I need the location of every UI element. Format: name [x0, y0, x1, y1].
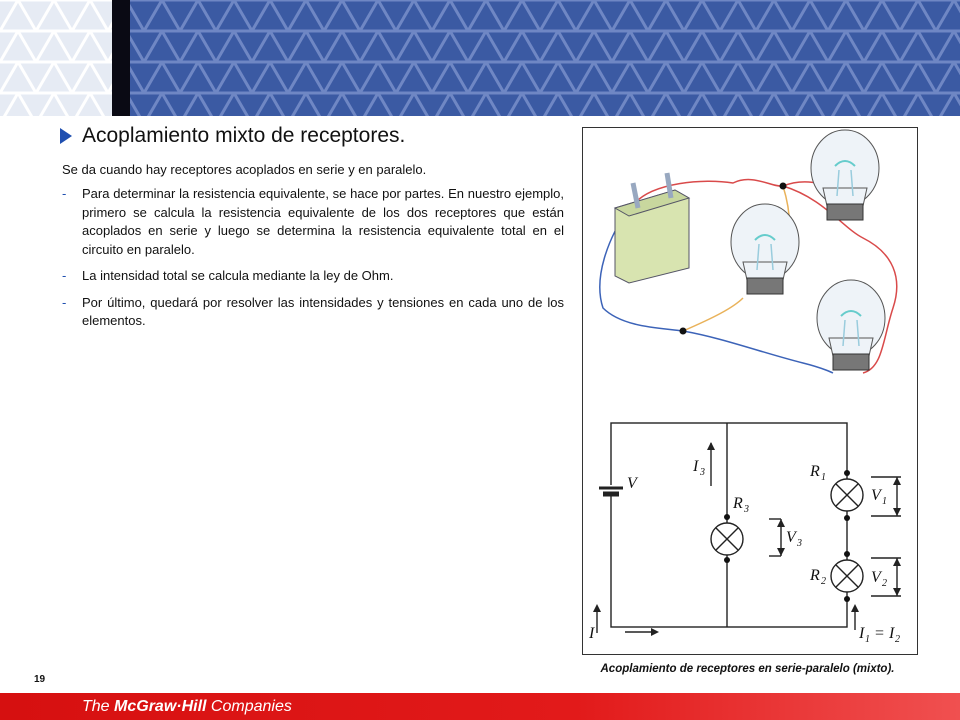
figure-caption: Acoplamiento de receptores en serie-paralelo (mixto).: [600, 663, 895, 675]
label-r3: R: [733, 495, 743, 512]
lightbulb-image: [811, 130, 879, 220]
label-r3-sub: 3: [744, 504, 749, 515]
footer-bar: [0, 693, 960, 720]
label-v2: V: [871, 569, 881, 586]
label-v1-sub: 1: [882, 496, 887, 507]
label-i2: I: [889, 625, 895, 642]
play-arrow-icon: [60, 128, 72, 144]
page-number: 19: [34, 674, 46, 685]
banner-divider: [112, 0, 130, 116]
title-row: [60, 121, 405, 151]
label-i1-sub: 1: [865, 634, 870, 645]
bullet-dash: -: [62, 294, 67, 310]
bullet-text: Para determinar la resistencia equivalente, se hace por partes. En nuestro ejemplo, primero se calcula la resistencia equivalente de los dos receptores que están acoplados en serie y luego se determina la resistencia equivalente total en el circuito en paralelo.: [82, 186, 564, 257]
label-r2: R: [810, 567, 820, 584]
label-i3-sub: 3: [700, 467, 705, 478]
bullet-text: Por último, quedará por resolver las intensidades y tensiones en cada uno de los elementos.: [82, 294, 564, 328]
circuit-illustration: [583, 128, 917, 654]
bullet-dash: -: [62, 268, 67, 283]
lightbulb-image: [731, 204, 799, 294]
circuit-figure: [582, 127, 918, 655]
header-banner: [0, 0, 960, 116]
label-r1-sub: 1: [821, 472, 826, 483]
brand-rest: Companies: [206, 698, 292, 715]
bullet-text: La intensidad total se calcula mediante la ley de Ohm.: [82, 268, 394, 283]
list-item: [62, 294, 564, 331]
brand-logo: [82, 698, 292, 716]
arrowheads: [593, 442, 901, 636]
intro-text: Se da cuando hay receptores acoplados en serie y en paralelo.: [62, 162, 427, 177]
circuit-schematic: [597, 423, 901, 633]
bullet-dash: -: [62, 186, 67, 201]
label-r2-sub: 2: [821, 576, 826, 587]
brand-the: The: [82, 698, 115, 715]
label-v1: V: [871, 487, 881, 504]
label-v3: V: [786, 529, 796, 546]
page-title: Acoplamiento mixto de receptores.: [82, 124, 406, 147]
brand-name: McGraw·Hill: [114, 698, 207, 715]
list-item: [62, 185, 564, 259]
banner-pattern: [0, 0, 960, 116]
label-r1: R: [810, 463, 820, 480]
label-i: I: [589, 625, 595, 642]
label-i1: I: [859, 625, 865, 642]
list-item: [62, 267, 564, 286]
label-i2-sub: 2: [895, 634, 900, 645]
label-equals: =: [875, 625, 885, 642]
label-v2-sub: 2: [882, 578, 887, 589]
label-v: V: [627, 475, 637, 492]
label-i3: I: [693, 458, 699, 475]
bullet-list: [62, 185, 564, 339]
battery-image: [615, 173, 689, 283]
lightbulb-image: [817, 280, 885, 370]
label-v3-sub: 3: [797, 538, 802, 549]
